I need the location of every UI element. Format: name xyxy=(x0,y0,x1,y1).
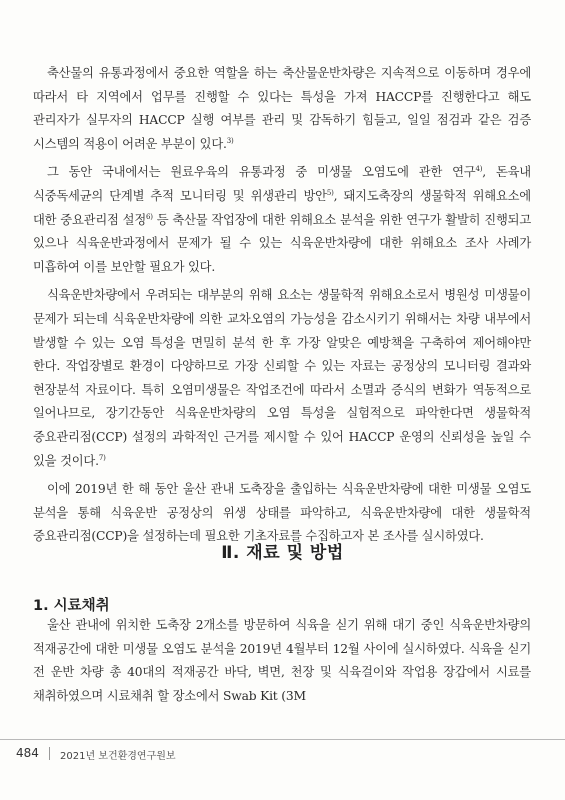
paragraph-2 xyxy=(33,161,531,279)
reference-5: 5) xyxy=(326,188,334,197)
page-footer xyxy=(0,739,565,769)
section-heading: Ⅱ. 재료 및 방법 xyxy=(221,543,344,563)
paragraph-1 xyxy=(33,62,531,156)
paragraph-3 xyxy=(33,284,531,473)
reference-6: 6) xyxy=(146,212,153,221)
reference-4: 4) xyxy=(475,165,483,174)
paragraph-2-text-a: 그 동안 국내에서는 원료우육의 유통과정 중 미생물 오염도에 관한 연구 xyxy=(47,165,476,180)
journal-title: 2021년 보건환경연구원보 xyxy=(60,751,176,762)
paragraph-2-text-c: , 돼지도축장의 생물학적 위해요소에 대한 중요관리점 설정 xyxy=(33,188,531,227)
paragraph-2-text-b: , 돈육내 식중독세균의 단계별 추적 모니터링 및 위생관리 방안 xyxy=(33,165,531,203)
footer-rule xyxy=(0,739,565,740)
paragraph-1-text: 축산물의 유통과정에서 중요한 역할을 하는 축산물운반차량은 지속적으로 이동하며 경우에 따라서 타 지역에서 업무를 진행할 수 있다는 특성을 가져 HACCP를 진행한다고 해도 관리자가 실무자의 HACCP 실행 여부를 관리 및 감독하기 힘들고, 일일 점검과 같은 검증 시스템의 적용이 어려운 부분이 있다. xyxy=(33,66,531,151)
paragraph-2-text-d: 등 축산물 작업장에 대한 위해요소 분석을 위한 연구가 활발히 진행되고 있으나 식육운반과정에서 문제가 될 수 있는 식육운반차량에 대한 위해요소 조사 사례가 미흡하여 이를 보안할 필요가 있다. xyxy=(33,212,531,274)
sub-paragraph: 울산 관내에 위치한 도축장 2개소를 방문하여 식육을 싣기 위해 대기 중인 식육운반차량의 적재공간에 대한 미생물 오염도 분석을 2019년 4월부터 12월 사이에 실시하였다. 식육을 싣기 전 운반 차량 총 40대의 적재공간 바닥, 벽면, 천장 및 식육걸이와 작업용 장갑에서 시료를 채취하였으며 시료채취 할 장소에서 Swab Kit (3M xyxy=(33,618,531,703)
paragraph-4-text: 이에 2019년 한 해 동안 울산 관내 도축장을 출입하는 식육운반차량에 대한 미생물 오염도 분석을 통해 식육운반 공정상의 위생 상태를 파악하고, 식육운반차량에 대한 생물학적 중요관리점(CCP)을 설정하는데 필요한 기초자료를 수집하고자 본 조사를 실시하였다. xyxy=(33,482,531,544)
paragraph-3-text: 식육운반차량에서 우려되는 대부분의 위해 요소는 생물학적 위해요소로서 병원성 미생물이 문제가 되는데 식육운반차량에 의한 교차오염의 가능성을 감소시키기 위해서는 차량 내부에서 발생할 수 있는 오염 특성을 면밀히 분석 한 후 가장 알맞은 예방책을 구축하여 제어해야만 한다. 작업장별로 환경이 다양하므로 가장 신뢰할 수 있는 자료는 공정상의 모니터링 결과와 현장분석 자료이다. 특히 오염미생물은 작업조건에 따라서 소멸과 증식의 변화가 역동적으로 일어나므로, 장기간동안 식육운반차량의 오염 특성을 실험적으로 파악한다면 생물학적 중요관리점(CCP) 설정의 과학적인 근거를 제시할 수 있어 HACCP 운영의 신뢰성을 높일 수 있을 것이다. xyxy=(33,288,531,468)
sub-body xyxy=(33,614,531,713)
page-number: 484 xyxy=(16,746,39,760)
sub-heading: 1. 시료채취 xyxy=(33,598,110,614)
body-text xyxy=(33,62,531,554)
reference-3: 3) xyxy=(226,136,234,145)
footer-separator xyxy=(49,747,50,760)
reference-7: 7) xyxy=(98,453,106,462)
